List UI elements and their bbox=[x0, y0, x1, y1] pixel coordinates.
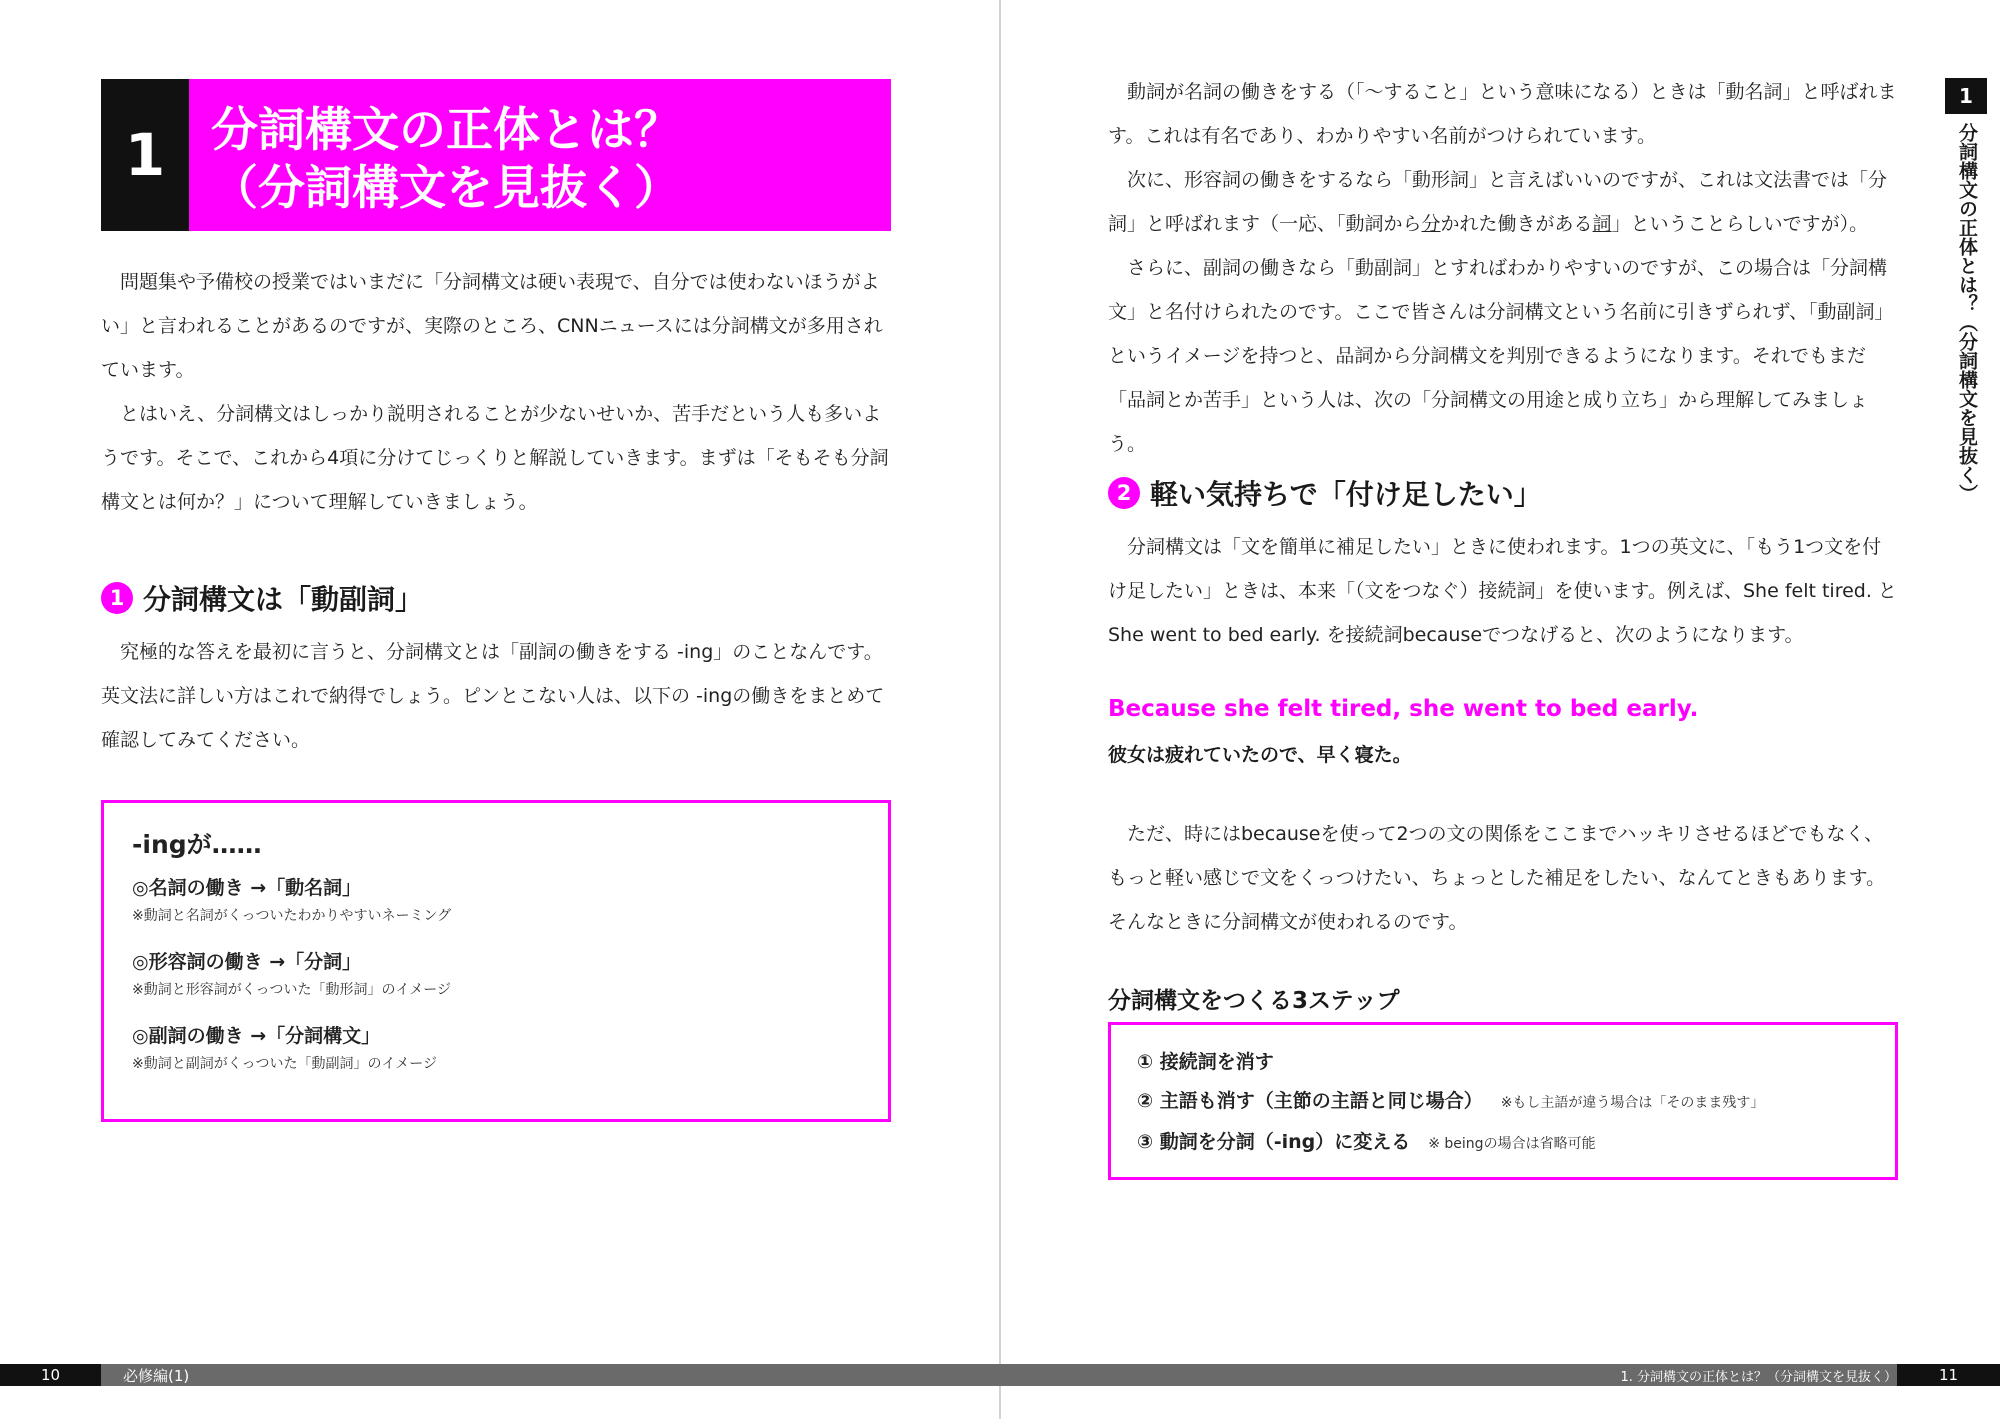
example-english-sentence: Because she felt tired, she went to bed early. bbox=[1108, 696, 1699, 722]
step-item bbox=[1137, 1043, 1869, 1082]
right-paragraph-part: 」ということらしいですが）。 bbox=[1611, 213, 1869, 235]
section1-paragraph: 究極的な答えを最初に言うと、分詞構文とは「副詞の働きをする -ing」のことなんです。英文法に詳しい方はこれで納得でしょう。ピンとこない人は、以下の -ingの働きをまとめて確認してみてください。 bbox=[101, 641, 885, 751]
section1-text bbox=[101, 630, 891, 762]
right-paragraph: 動詞が名詞の働きをする（「〜すること」という意味になる）ときは「動名詞」と呼ばれます。これは有名であり、わかりやすい名前がつけられています。 bbox=[1108, 81, 1897, 147]
ing-summary-box bbox=[101, 800, 891, 1122]
section1-title: 分詞構文は「動副詞」 bbox=[143, 583, 424, 616]
right-paragraph: さらに、副詞の働きなら「動副詞」とすればわかりやすいのですが、この場合は「分詞構文」と名付けられたのです。ここで皆さんは分詞構文という名前に引きずられず、「動副詞」というイメージを持つと、品詞から分詞構文を判別できるようになります。それでもまだ「品詞とか苦手」という人は、次の「分詞構文の用途と成り立ち」から理解してみましょう。 bbox=[1108, 257, 1894, 455]
step-label: ② 主語も消す（主節の主語と同じ場合） bbox=[1137, 1090, 1483, 1112]
chapter-number: 1 bbox=[101, 79, 189, 231]
step-note: ※ beingの場合は省略可能 bbox=[1428, 1136, 1596, 1152]
ing-item-label: ◎名詞の働き →「動名詞」 bbox=[132, 877, 362, 899]
after-example-text bbox=[1108, 812, 1898, 944]
side-tab-number: 1 bbox=[1945, 78, 1987, 114]
section2-heading bbox=[1108, 473, 1542, 513]
section1-heading bbox=[101, 578, 423, 618]
chapter-title-line2: （分詞構文を見抜く） bbox=[211, 161, 681, 216]
right-footer-section: 1. 分詞構文の正体とは？（分詞構文を見抜く） bbox=[1620, 1369, 1897, 1385]
step-note: ※もし主語が違う場合は「そのまま残す」 bbox=[1500, 1095, 1765, 1111]
underlined-character: 分 bbox=[1421, 213, 1441, 235]
intro-text bbox=[101, 260, 891, 524]
section2-title: 軽い気持ちで「付け足したい」 bbox=[1150, 478, 1542, 511]
right-paragraph-part: かれた働きがある bbox=[1440, 213, 1593, 235]
left-page-number: 10 bbox=[0, 1364, 101, 1386]
intro-paragraph: 問題集や予備校の授業ではいまだに「分詞構文は硬い表現で、自分では使わないほうがよい」と言われることがあるのですが、実際のところ、CNNニュースには分詞構文が多用されています。 bbox=[101, 271, 883, 381]
ing-item-label: ◎副詞の働き →「分詞構文」 bbox=[132, 1025, 381, 1047]
underlined-character: 詞 bbox=[1592, 213, 1612, 235]
section2-number-badge: 2 bbox=[1108, 477, 1140, 509]
ing-item-note: ※動詞と名詞がくっついたわかりやすいネーミング bbox=[132, 908, 452, 924]
right-page-number: 11 bbox=[1897, 1364, 2000, 1386]
steps-box bbox=[1108, 1022, 1898, 1180]
section2-paragraph: 分詞構文は「文を簡単に補足したい」ときに使われます。1つの英文に、「もう1つ文を付け足したい」ときは、本来「（文をつなぐ）接続詞」を使います。例えば、She felt tired. とShe went to bed early. を接続詞becauseでつなげると、次のようになります。 bbox=[1108, 536, 1897, 646]
chapter-title bbox=[189, 79, 891, 231]
steps-heading: 分詞構文をつくる3ステップ bbox=[1108, 988, 1400, 1014]
ing-box-title: -ingが…… bbox=[132, 830, 262, 859]
step-item bbox=[1137, 1082, 1869, 1123]
step-item bbox=[1137, 1123, 1869, 1164]
step-label: ① 接続詞を消す bbox=[1137, 1051, 1274, 1073]
chapter-title-line1: 分詞構文の正体とは？ bbox=[211, 103, 681, 158]
page-spine bbox=[999, 0, 1001, 1419]
section1-number-badge: 1 bbox=[101, 582, 133, 614]
step-label: ③ 動詞を分詞（-ing）に変える bbox=[1137, 1131, 1411, 1153]
right-paragraph-part: 次に、形容詞の働きをするなら「動形詞」と言えばいいのですが、これは文法書では「分詞」と呼ばれます（一応、「動詞から bbox=[1108, 169, 1888, 235]
intro-paragraph: とはいえ、分詞構文はしっかり説明されることが少ないせいか、苦手だという人も多いようです。そこで、これから4項に分けてじっくりと解説していきます。まずは「そもそも分詞構文とは何か？」について理解していきましょう。 bbox=[101, 403, 889, 513]
right-intro-text bbox=[1108, 70, 1898, 466]
section2-text bbox=[1108, 525, 1898, 657]
example-japanese-translation: 彼女は疲れていたので、早く寝た。 bbox=[1108, 744, 1412, 766]
ing-item-note: ※動詞と副詞がくっついた「動副詞」のイメージ bbox=[132, 1056, 438, 1072]
after-example-paragraph: ただ、時にはbecauseを使って2つの文の関係をここまでハッキリさせるほどでもなく、もっと軽い感じで文をくっつけたい、ちょっとした補足をしたい、なんてときもあります。そんなときに分詞構文が使われるのです。 bbox=[1108, 823, 1886, 933]
right-paragraph-underlined bbox=[1108, 158, 1898, 246]
ing-item-note: ※動詞と形容詞がくっついた「動形詞」のイメージ bbox=[132, 982, 452, 998]
side-tab-title: 分詞構文の正体とは？（分詞構文を見抜く） bbox=[1956, 123, 1978, 503]
ing-item-label: ◎形容詞の働き →「分詞」 bbox=[132, 951, 362, 973]
left-footer-section: 必修編(1) bbox=[123, 1366, 190, 1385]
